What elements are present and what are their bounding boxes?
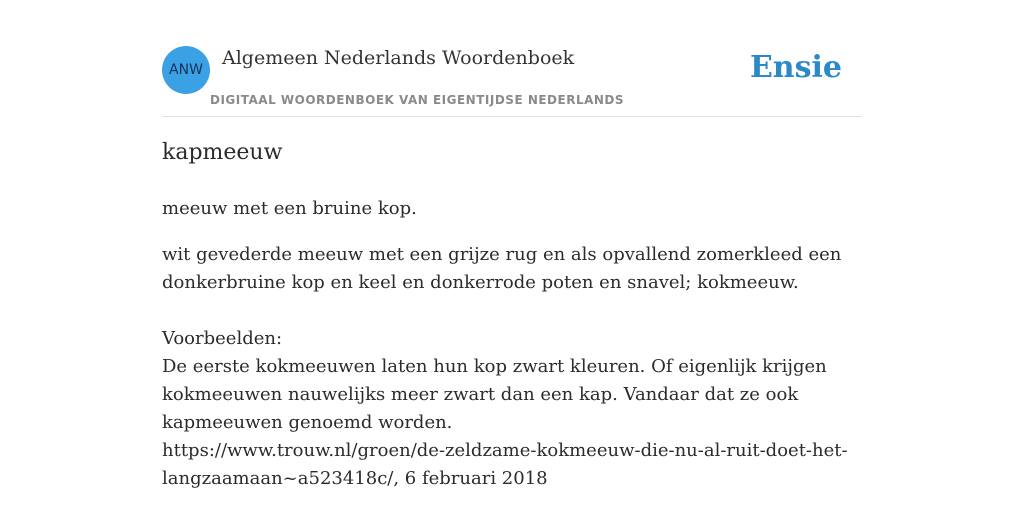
entry-content [162,136,862,493]
entry-title: kapmeeuw [162,140,283,165]
example-text: De eerste kokmeeuwen laten hun kop zwart kleuren. Of eigenlijk krijgen kokmeeuwen nauwelijks meer zwart dan een kap. Vandaar dat ze ook kapmeeuwen genoemd worden. [162,356,827,433]
site-title[interactable]: Algemeen Nederlands Woordenboek [222,47,575,69]
examples-label: Voorbeelden: [162,328,283,349]
anw-logo[interactable]: ANW [162,46,210,94]
examples-section [162,325,862,493]
long-definition: wit gevederde meeuw met een grijze rug en als opvallend zomerkleed een donkerbruine kop en keel en donkerrode poten en snavel; kokmeeuw. [162,244,842,293]
ensie-brand-logo[interactable]: Ensie [749,50,842,85]
site-subtitle: DIGITAAL WOORDENBOEK VAN EIGENTIJDSE NEDERLANDS [210,93,625,107]
site-header [162,46,862,117]
example-source: https://www.trouw.nl/groen/de-zeldzame-kokmeeuw-die-nu-al-ruit-doet-het-langzaamaan~a523418c/, 6 februari 2018 [162,440,848,489]
short-definition: meeuw met een bruine kop. [162,198,417,219]
